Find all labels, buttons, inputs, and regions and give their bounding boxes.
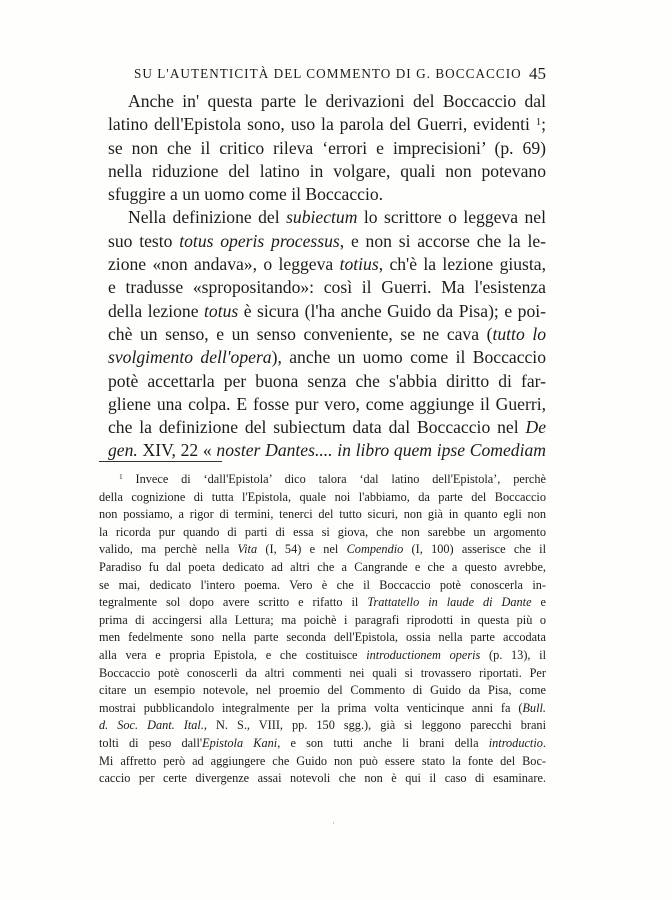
- text-line: nella riduzione del latino in volgare, quali non potevano: [108, 160, 546, 181]
- text-line: latino dell'Epistola sono, uso la parola del Guerri, evidenti $^1$;: [108, 114, 546, 135]
- running-head: [108, 64, 546, 86]
- footnote-line: tegralmente sol dopo avere scritto e rifatto il Trattatello in laude di Dante e: [99, 595, 546, 610]
- text-line: che la definizione del subiectum data dal Boccaccio nel De: [108, 417, 546, 438]
- footnote-line: della cognizione di tutta l'Epistola, quale noi l'abbiamo, da parte del Boccaccio: [99, 489, 546, 504]
- footnote-number: 1: [119, 471, 123, 481]
- text-line: svolgimento dell'opera), anche un uomo come il Boccaccio: [108, 347, 546, 368]
- footnote-line: mostrai pubblicandolo integralmente per la prima volta venticinque anni fa (Bull.: [99, 700, 546, 715]
- text-line: potè accettarla per buona senza che s'abbia diritto di far-: [108, 370, 546, 391]
- footnote: [99, 471, 546, 788]
- footnote-ref: 1: [535, 116, 542, 128]
- footnote-line: prima di accingersi alla Lettura; ma poichè i paragrafi riprodotti in questa più o: [99, 612, 546, 627]
- footnote-line: non possiamo, a rigor di termini, tenerci del tutto sicuri, non già in quanto egli non: [99, 507, 546, 522]
- footnote-line: men fedelmente sono nella parte seconda dell'Epistola, ossia nella parte accodata: [99, 630, 546, 645]
- text-line: Anche in' questa parte le derivazioni del Boccaccio dal: [128, 91, 546, 111]
- footnote-line: alla vera e propria Epistola, e che costituisce introductionem operis (p. 13), il: [99, 647, 547, 662]
- footnote-line: se mai, dedicato l'intero poema. Vero è che il Boccaccio potè conoscerla in-: [99, 577, 546, 592]
- footnote-line: citare un esempio notevole, nel proemio del Commento di Guido da Pisa, come: [99, 683, 546, 698]
- running-title: SU L'AUTENTICITÀ DEL COMMENTO DI G. BOCCACCIO: [134, 66, 522, 81]
- footnote-line: valido, ma perchè nella Vita (I, 54) e nel Compendio (I, 100) asserisce che il: [99, 542, 547, 557]
- page-number: 45: [529, 64, 546, 83]
- text-line: Nella definizione del subiectum lo scrittore o leggeva nel: [128, 207, 546, 228]
- text-line: e tradusse «spropositando»: così il Guerri. Ma l'esistenza: [108, 277, 546, 298]
- text-line: sfuggire a un uomo come il Boccaccio.: [108, 184, 384, 205]
- footnote-line: Boccaccio potè conoscerli da altri commenti nei quali si trovassero riportati. Per: [99, 665, 546, 680]
- text-line: zione «non andava», o leggeva totius, ch'è la lezione giusta,: [108, 254, 547, 275]
- footnote-line: tolti di peso dall'Epistola Kani, e son tutti anche li brani della introductio.: [99, 735, 546, 750]
- footnote-rule: [99, 461, 222, 462]
- text-line: della lezione totus è sicura (l'ha anche Guido da Pisa); e poi-: [108, 300, 546, 321]
- footnote-line: la ricorda pur quando di parti di essa si giova, che non sarebbe un argomento: [99, 524, 546, 539]
- text-line: se non che il critico rileva ‘errori e imprecisioni’ (p. 69): [108, 137, 546, 158]
- footnote-line: caccio per certe divergenze assai notevoli che non è qui il caso di esaminare.: [99, 771, 546, 786]
- text-line: gliene una colpa. E fosse pur vero, come aggiunge il Guerri,: [108, 393, 546, 414]
- footnote-line: $^1$ Invece di ‘dall'Epistola’ dico talora ‘dal latino dell'Epistola’, perchè: [119, 471, 546, 486]
- text-line: suo testo totus operis processus, e non si accorse che la le-: [108, 230, 546, 251]
- page-mark: ·: [332, 818, 335, 828]
- text-line: chè un senso, e un senso conveniente, se ne cava (tutto lo: [108, 323, 547, 344]
- footnote-line: Mi affretto però ad aggiungere che Guido non può essere stato la fonte del Boc-: [99, 753, 546, 768]
- footnote-line: d. Soc. Dant. Ital., N. S., VIII, pp. 150 sgg.), già si leggono parecchi brani: [99, 718, 546, 733]
- main-text: [108, 90, 546, 463]
- footnote-line: Paradiso fu dal poeta dedicato ad altri che a Cangrande e che a questo avrebbe,: [99, 559, 546, 574]
- text-line: gen. XIV, 22 « noster Dantes.... in libro quem ipse Comediam: [108, 440, 546, 461]
